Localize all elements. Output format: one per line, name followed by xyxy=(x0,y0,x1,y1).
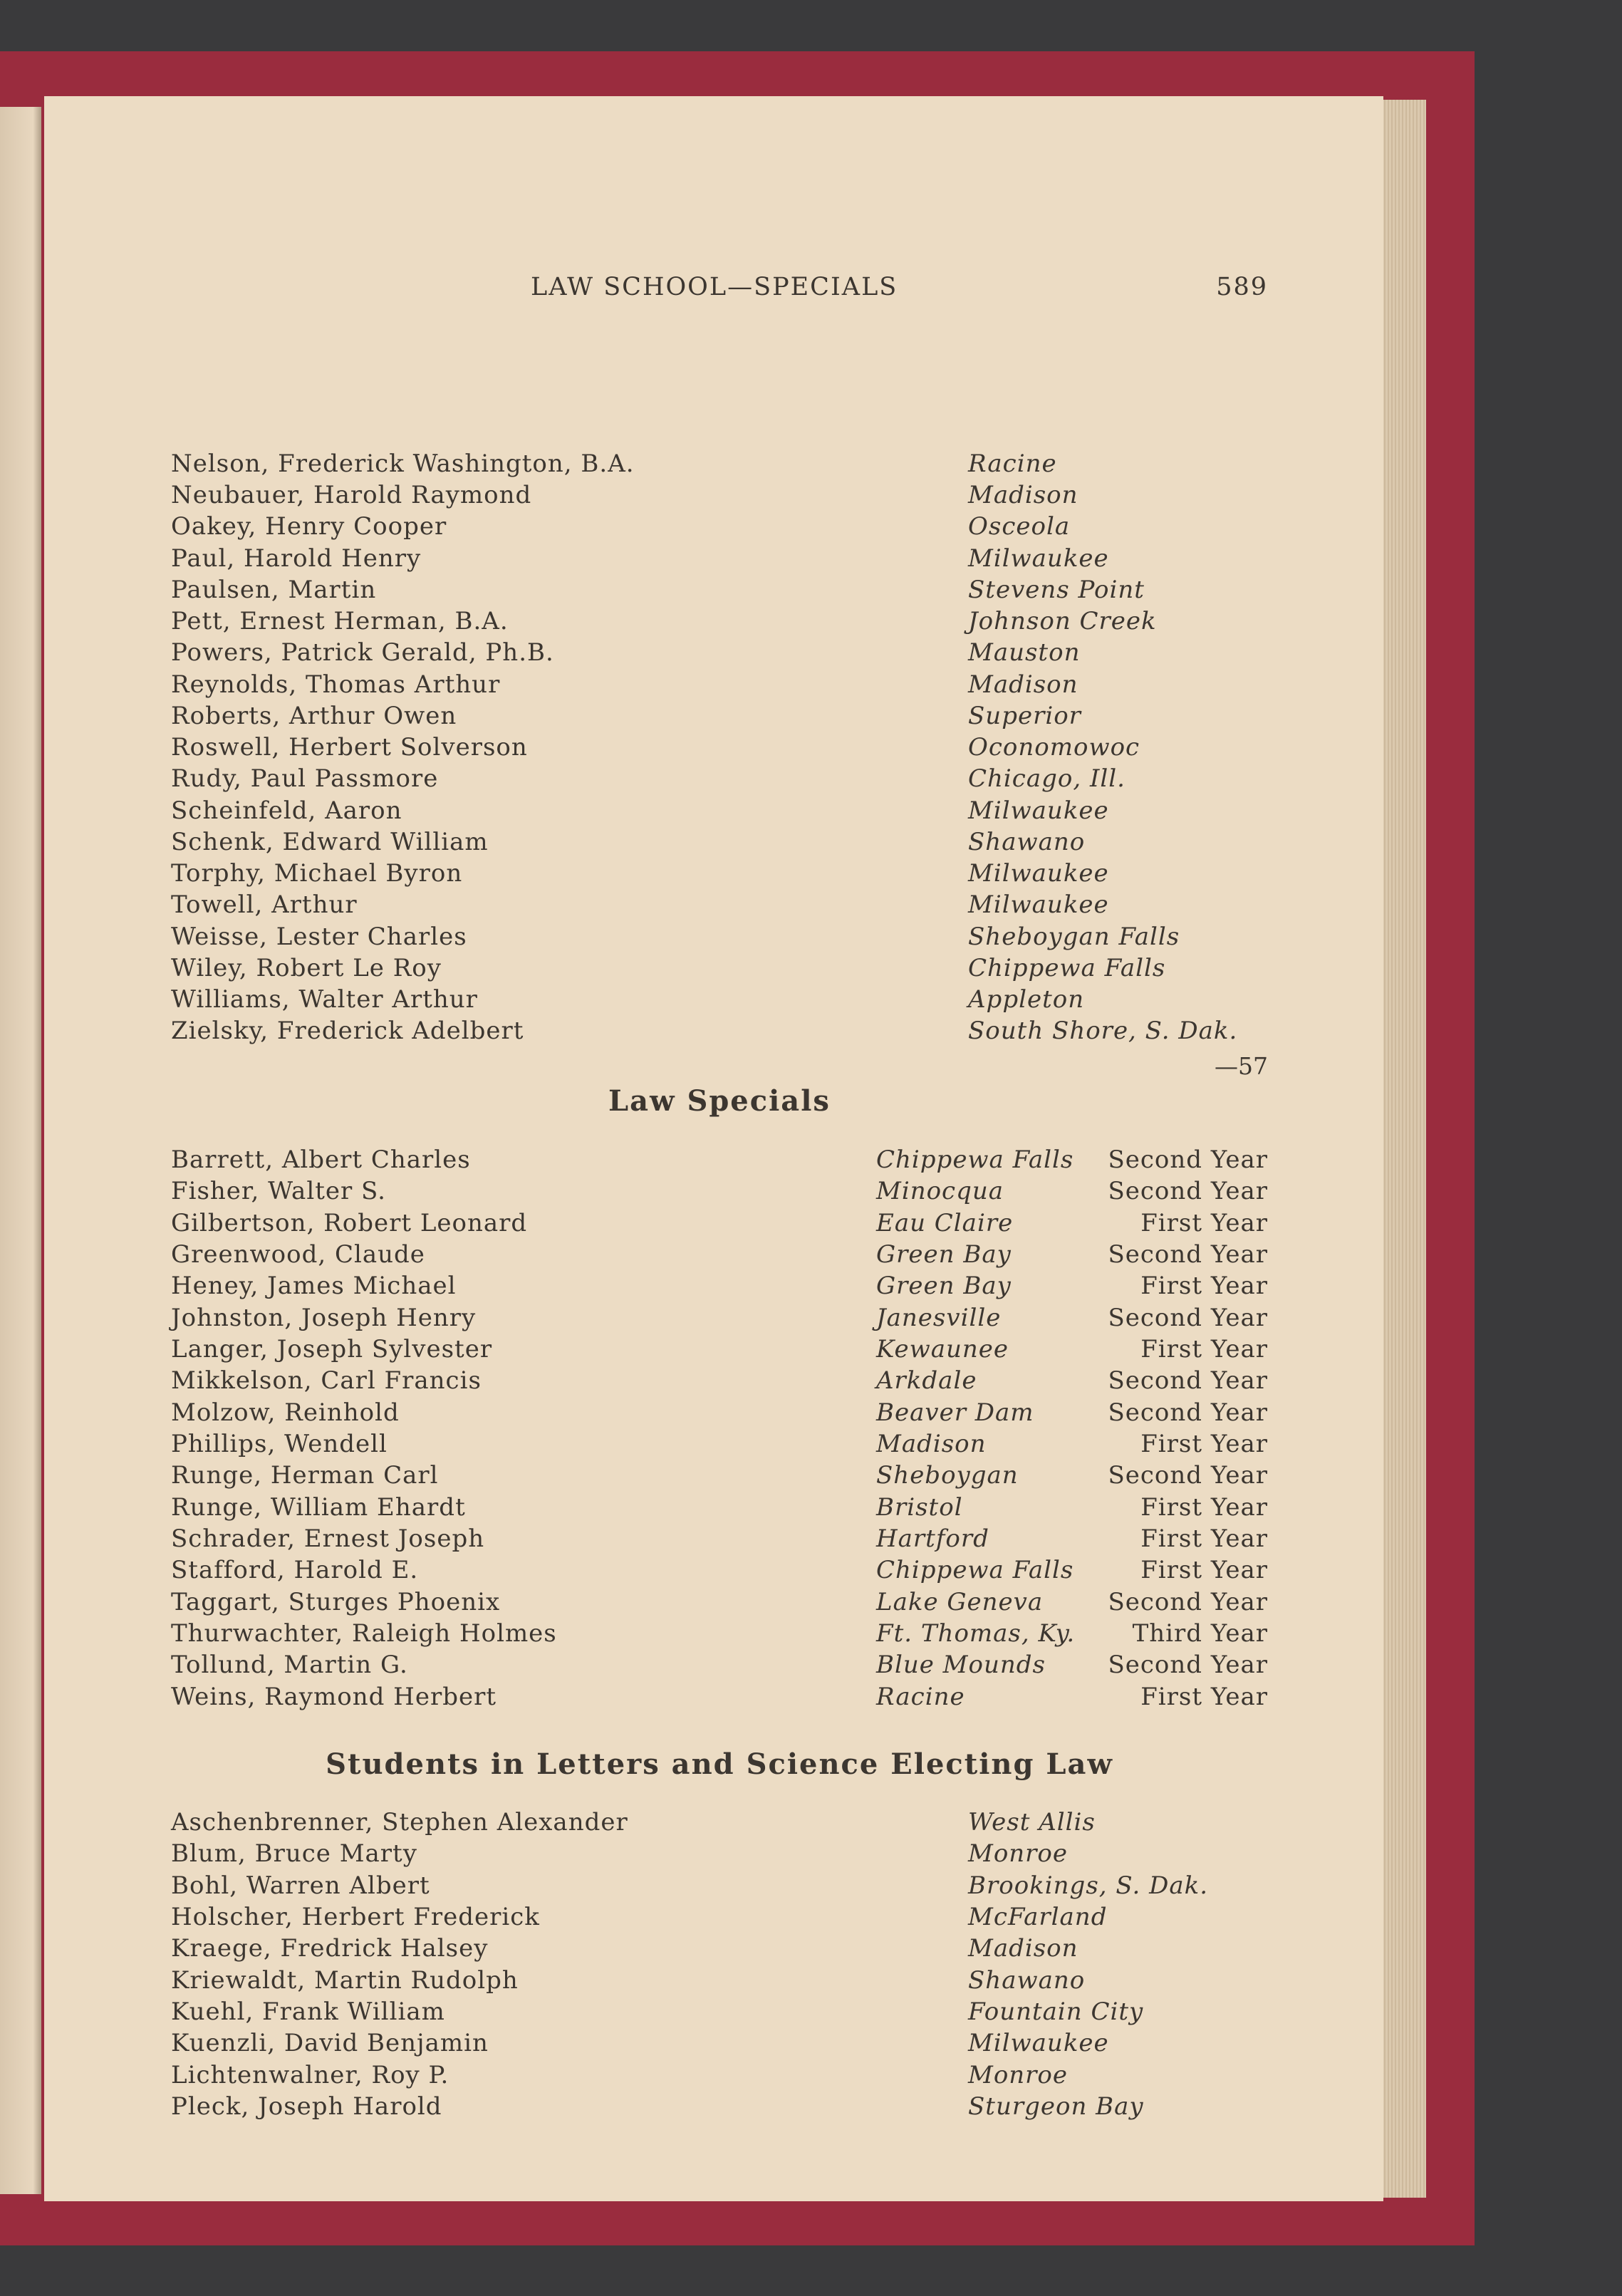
student-year: Second Year xyxy=(1108,1398,1268,1427)
header-title: LAW SCHOOL—SPECIALS xyxy=(531,273,898,301)
student-city: Milwaukee xyxy=(968,890,1109,919)
student-city: Chippewa Falls xyxy=(876,1146,1074,1174)
student-year: Second Year xyxy=(1108,1240,1268,1269)
list-item xyxy=(171,481,1268,512)
student-city: Racine xyxy=(876,1683,965,1711)
list-item xyxy=(171,702,1268,733)
student-name: Holscher, Herbert Frederick xyxy=(171,1903,540,1931)
list-item xyxy=(171,985,1268,1017)
student-name: Runge, Herman Carl xyxy=(171,1461,439,1490)
student-city: Kewaunee xyxy=(876,1335,1009,1363)
list-item xyxy=(171,2092,1268,2124)
student-year: Second Year xyxy=(1108,1304,1268,1332)
list-item xyxy=(171,1966,1268,1998)
student-city: Racine xyxy=(968,450,1057,478)
table-row xyxy=(171,1430,1268,1461)
student-name: Towell, Arthur xyxy=(171,890,358,919)
list-item xyxy=(171,512,1268,544)
list-item xyxy=(171,2061,1268,2092)
student-name: Heney, James Michael xyxy=(171,1272,457,1300)
student-name: Schrader, Ernest Joseph xyxy=(171,1524,485,1553)
student-name: Kuenzli, David Benjamin xyxy=(171,2029,489,2057)
section-heading-letters-science: Students in Letters and Science Electing Law xyxy=(326,1747,1113,1781)
student-city: Blue Mounds xyxy=(876,1651,1046,1679)
student-name: Lichtenwalner, Roy P. xyxy=(171,2061,449,2089)
student-year: First Year xyxy=(1140,1335,1268,1363)
list-item xyxy=(171,954,1268,985)
table-row xyxy=(171,1272,1268,1303)
list-item xyxy=(171,1998,1268,2029)
facing-page-edge xyxy=(0,107,41,2194)
list-item xyxy=(171,1808,1268,1839)
student-name: Fisher, Walter S. xyxy=(171,1177,386,1205)
list-item xyxy=(171,450,1268,481)
student-name: Torphy, Michael Byron xyxy=(171,859,463,888)
list-item xyxy=(171,796,1268,828)
student-city: Osceola xyxy=(968,512,1071,541)
table-row xyxy=(171,1177,1268,1208)
running-header xyxy=(171,273,1268,316)
student-city: Shawano xyxy=(968,828,1086,856)
list-item xyxy=(171,607,1268,638)
student-city: Sheboygan xyxy=(876,1461,1019,1490)
list-item xyxy=(171,544,1268,576)
student-city: West Allis xyxy=(968,1808,1096,1837)
table-row xyxy=(171,1398,1268,1430)
table-row xyxy=(171,1335,1268,1366)
student-city: Monroe xyxy=(968,1839,1069,1868)
student-city: Bristol xyxy=(876,1493,963,1522)
student-name: Wiley, Robert Le Roy xyxy=(171,954,442,982)
student-city: Madison xyxy=(968,670,1078,699)
student-year: First Year xyxy=(1140,1272,1268,1300)
section-heading-law-specials: Law Specials xyxy=(608,1084,831,1118)
table-row xyxy=(171,1588,1268,1619)
student-name: Neubauer, Harold Raymond xyxy=(171,481,532,509)
student-name: Aschenbrenner, Stephen Alexander xyxy=(171,1808,628,1837)
student-name: Greenwood, Claude xyxy=(171,1240,425,1269)
student-name: Taggart, Sturges Phoenix xyxy=(171,1588,501,1616)
student-city: Lake Geneva xyxy=(876,1588,1044,1616)
student-name: Schenk, Edward William xyxy=(171,828,489,856)
student-name: Mikkelson, Carl Francis xyxy=(171,1366,482,1395)
student-city: Appleton xyxy=(968,985,1085,1014)
table-row xyxy=(171,1461,1268,1492)
student-name: Powers, Patrick Gerald, Ph.B. xyxy=(171,638,554,667)
student-city: Monroe xyxy=(968,2061,1069,2089)
list-item xyxy=(171,1903,1268,1934)
student-year: Second Year xyxy=(1108,1651,1268,1679)
book-page xyxy=(44,96,1383,2201)
student-city: Ft. Thomas, Ky. xyxy=(876,1619,1076,1648)
student-city: Beaver Dam xyxy=(876,1398,1034,1427)
student-year: Second Year xyxy=(1108,1366,1268,1395)
student-name: Weisse, Lester Charles xyxy=(171,923,467,951)
student-name: Runge, William Ehardt xyxy=(171,1493,466,1522)
student-name: Thurwachter, Raleigh Holmes xyxy=(171,1619,557,1648)
student-name: Paul, Harold Henry xyxy=(171,544,422,573)
student-year: First Year xyxy=(1140,1556,1268,1584)
student-year: First Year xyxy=(1140,1209,1268,1237)
list-item xyxy=(171,733,1268,764)
student-city: Sturgeon Bay xyxy=(968,2092,1144,2121)
student-name: Roberts, Arthur Owen xyxy=(171,702,457,730)
list-item xyxy=(171,764,1268,796)
list-item xyxy=(171,1839,1268,1871)
student-name: Pleck, Joseph Harold xyxy=(171,2092,442,2121)
student-city: Milwaukee xyxy=(968,859,1109,888)
list-item xyxy=(171,1934,1268,1965)
list-item xyxy=(171,670,1268,702)
student-city: Janesville xyxy=(876,1304,1002,1332)
list-item xyxy=(171,890,1268,922)
student-city: Milwaukee xyxy=(968,544,1109,573)
student-name: Bohl, Warren Albert xyxy=(171,1871,430,1900)
student-city: Eau Claire xyxy=(876,1209,1014,1237)
table-row xyxy=(171,1619,1268,1651)
student-city: Hartford xyxy=(876,1524,989,1553)
student-name: Paulsen, Martin xyxy=(171,576,377,604)
student-name: Reynolds, Thomas Arthur xyxy=(171,670,501,699)
student-city: Oconomowoc xyxy=(968,733,1140,762)
student-city: Madison xyxy=(968,481,1078,509)
student-city: Brookings, S. Dak. xyxy=(968,1871,1209,1900)
table-row xyxy=(171,1366,1268,1398)
student-name: Molzow, Reinhold xyxy=(171,1398,400,1427)
student-name: Blum, Bruce Marty xyxy=(171,1839,417,1868)
student-name: Kraege, Fredrick Halsey xyxy=(171,1934,489,1963)
student-name: Langer, Joseph Sylvester xyxy=(171,1335,493,1363)
student-name: Weins, Raymond Herbert xyxy=(171,1683,497,1711)
table-row xyxy=(171,1240,1268,1272)
list-item xyxy=(171,1017,1268,1048)
student-city: Madison xyxy=(876,1430,987,1458)
section-count: —57 xyxy=(1215,1052,1268,1080)
student-city: Chippewa Falls xyxy=(876,1556,1074,1584)
student-city: Shawano xyxy=(968,1966,1086,1995)
student-city: Chicago, Ill. xyxy=(968,764,1125,793)
table-row xyxy=(171,1683,1268,1714)
student-city: McFarland xyxy=(968,1903,1108,1931)
table-row xyxy=(171,1493,1268,1524)
student-year: First Year xyxy=(1140,1430,1268,1458)
student-name: Gilbertson, Robert Leonard xyxy=(171,1209,528,1237)
student-name: Phillips, Wendell xyxy=(171,1430,388,1458)
student-city: Minocqua xyxy=(876,1177,1004,1205)
student-name: Rudy, Paul Passmore xyxy=(171,764,439,793)
table-row xyxy=(171,1651,1268,1682)
student-name: Johnston, Joseph Henry xyxy=(171,1304,477,1332)
list-item xyxy=(171,2029,1268,2060)
list-item xyxy=(171,576,1268,607)
student-city: Chippewa Falls xyxy=(968,954,1166,982)
table-row xyxy=(171,1146,1268,1177)
student-city: Sheboygan Falls xyxy=(968,923,1180,951)
student-city: Arkdale xyxy=(876,1366,977,1395)
table-row xyxy=(171,1209,1268,1240)
student-city: Fountain City xyxy=(968,1998,1144,2026)
student-year: Second Year xyxy=(1108,1461,1268,1490)
student-year: First Year xyxy=(1140,1683,1268,1711)
student-name: Kriewaldt, Martin Rudolph xyxy=(171,1966,519,1995)
table-row xyxy=(171,1304,1268,1335)
student-name: Oakey, Henry Cooper xyxy=(171,512,447,541)
student-city: Milwaukee xyxy=(968,796,1109,825)
student-city: Johnson Creek xyxy=(968,607,1157,635)
table-row xyxy=(171,1524,1268,1556)
student-city: Mauston xyxy=(968,638,1081,667)
list-item xyxy=(171,1871,1268,1903)
student-name: Pett, Ernest Herman, B.A. xyxy=(171,607,509,635)
student-name: Scheinfeld, Aaron xyxy=(171,796,402,825)
student-city: Madison xyxy=(968,1934,1078,1963)
student-city: Green Bay xyxy=(876,1272,1012,1300)
student-year: Third Year xyxy=(1132,1619,1268,1648)
list-item xyxy=(171,638,1268,670)
list-item xyxy=(171,828,1268,859)
student-name: Kuehl, Frank William xyxy=(171,1998,445,2026)
student-year: First Year xyxy=(1140,1493,1268,1522)
list-item xyxy=(171,923,1268,954)
student-year: First Year xyxy=(1140,1524,1268,1553)
student-city: South Shore, S. Dak. xyxy=(968,1017,1238,1045)
student-city: Green Bay xyxy=(876,1240,1012,1269)
student-city: Superior xyxy=(968,702,1081,730)
student-name: Williams, Walter Arthur xyxy=(171,985,478,1014)
page-content xyxy=(44,96,1383,2201)
student-name: Stafford, Harold E. xyxy=(171,1556,419,1584)
student-name: Barrett, Albert Charles xyxy=(171,1146,471,1174)
table-row xyxy=(171,1556,1268,1587)
student-year: Second Year xyxy=(1108,1588,1268,1616)
student-city: Stevens Point xyxy=(968,576,1145,604)
page-number: 589 xyxy=(1216,273,1268,301)
student-name: Nelson, Frederick Washington, B.A. xyxy=(171,450,635,478)
student-year: Second Year xyxy=(1108,1146,1268,1174)
student-name: Roswell, Herbert Solverson xyxy=(171,733,528,762)
student-year: Second Year xyxy=(1108,1177,1268,1205)
student-city: Milwaukee xyxy=(968,2029,1109,2057)
list-item xyxy=(171,859,1268,890)
student-name: Zielsky, Frederick Adelbert xyxy=(171,1017,524,1045)
student-name: Tollund, Martin G. xyxy=(171,1651,408,1679)
